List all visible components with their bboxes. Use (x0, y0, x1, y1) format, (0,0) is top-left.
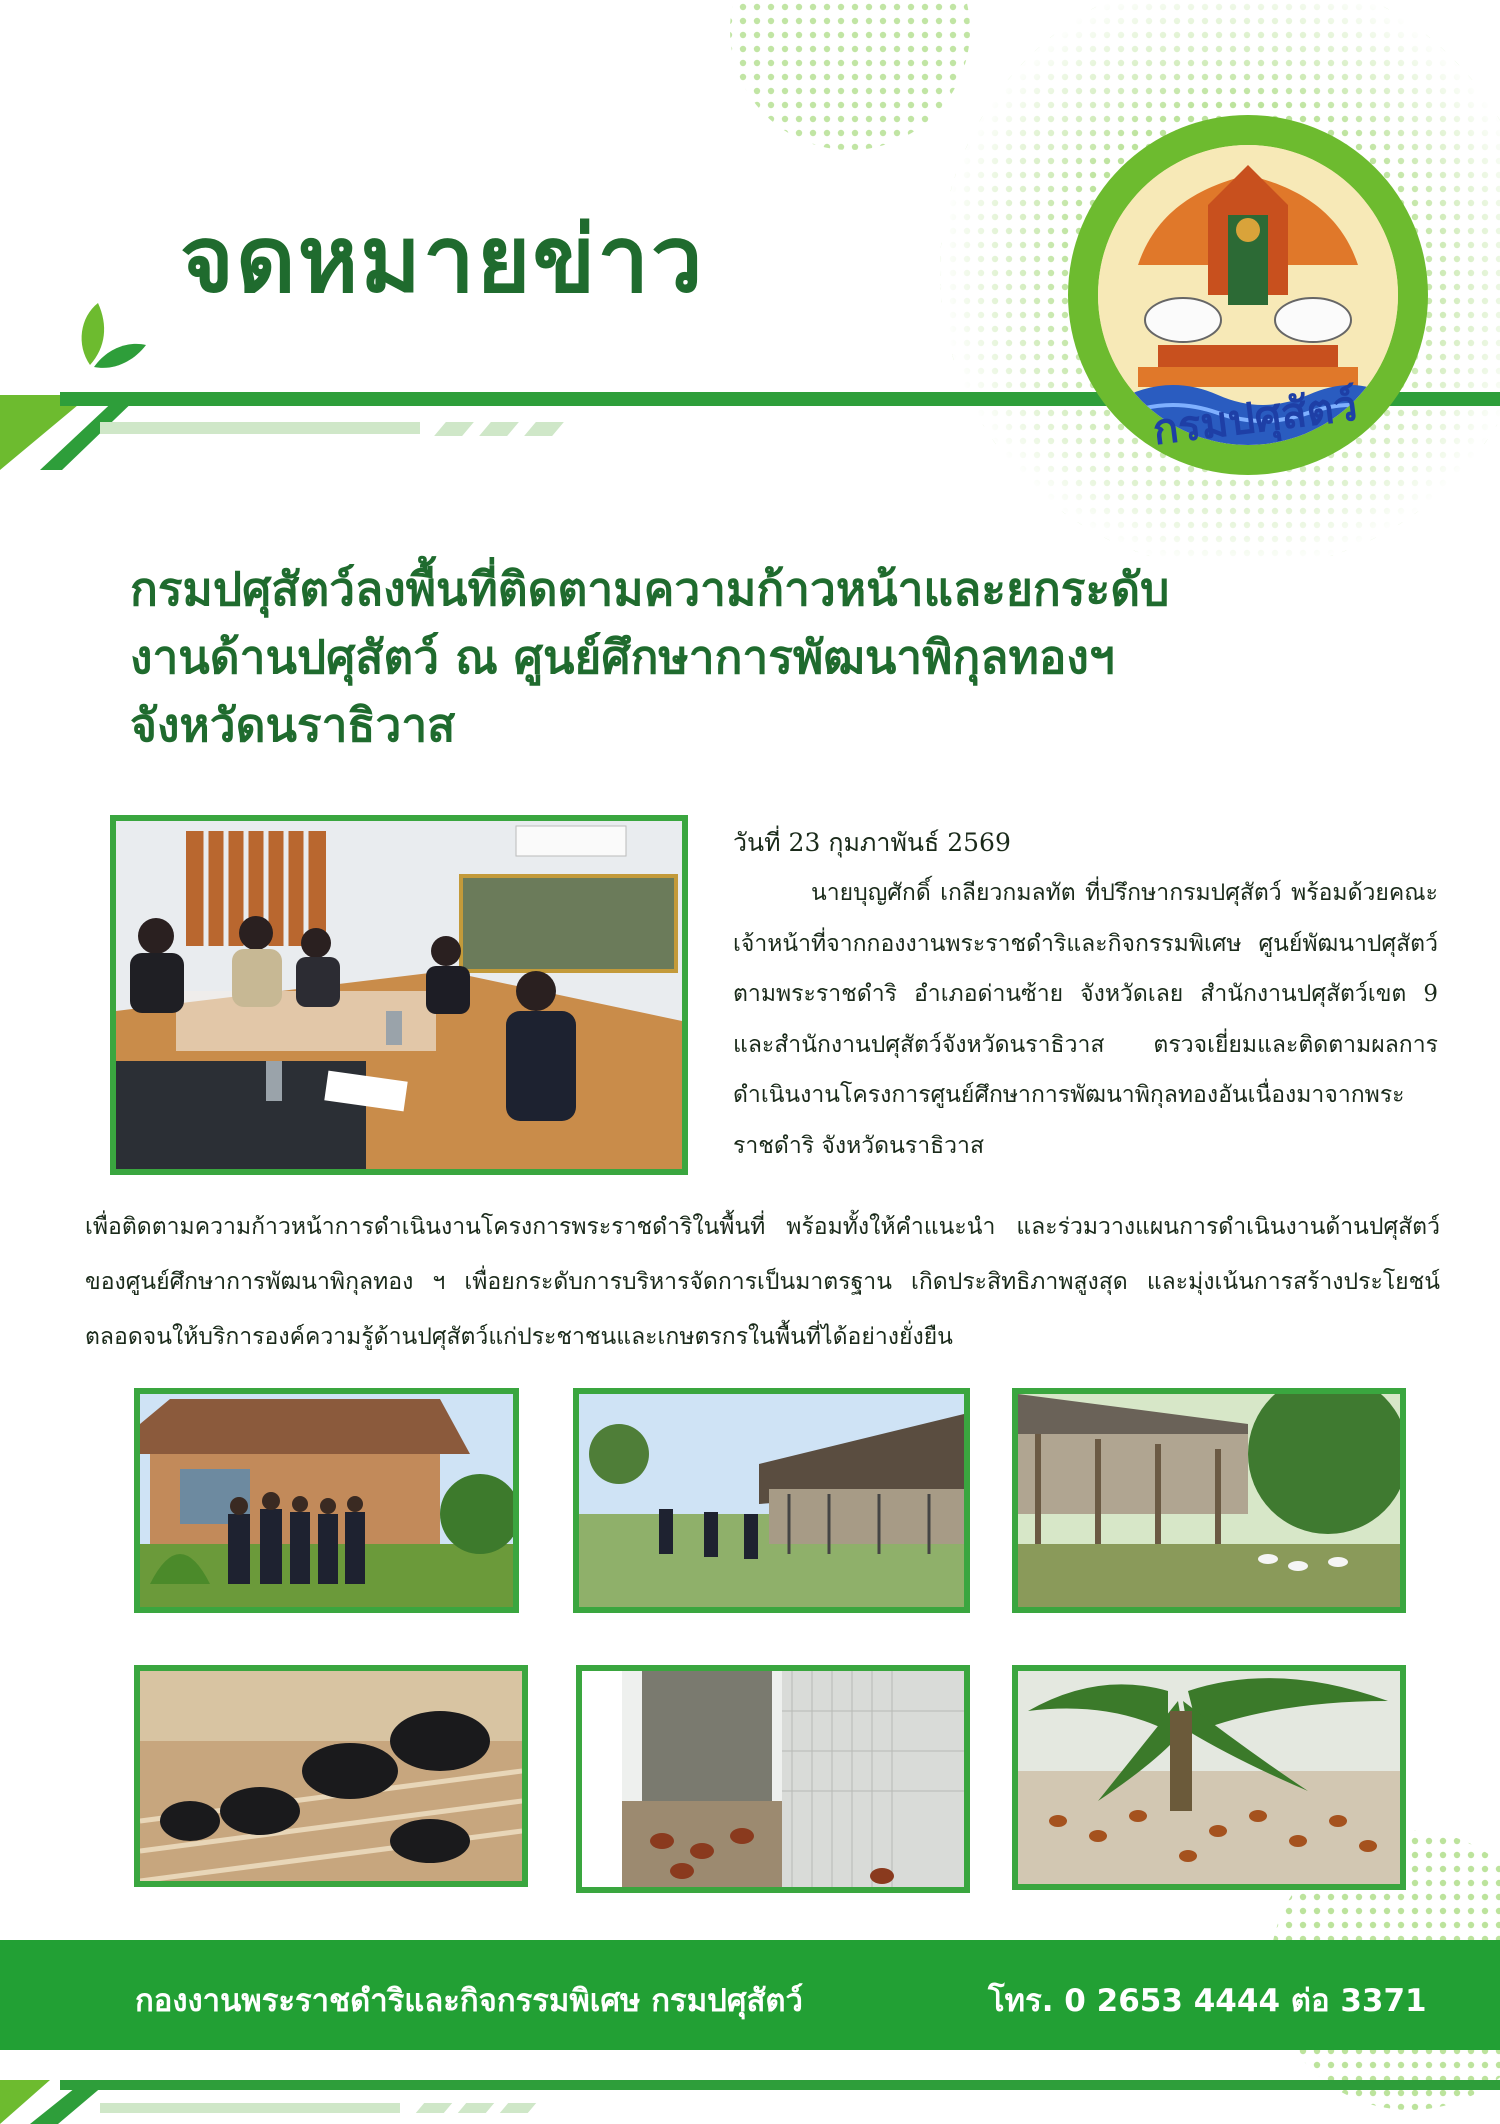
photo-raised-animal-shed (1012, 1388, 1406, 1613)
headline-line: กรมปศุสัตว์ลงพื้นที่ติดตามความก้าวหน้าและยกระดับ (130, 562, 1170, 616)
footer-phone: โทร. 0 2653 4444 ต่อ 3371 (988, 1983, 1427, 2019)
stripe (434, 422, 474, 436)
stripe (479, 422, 519, 436)
stripe (500, 2103, 536, 2113)
header-rule-light (100, 422, 420, 434)
stripe (524, 422, 564, 436)
photo-goats-pen (134, 1665, 528, 1887)
headline-line: จังหวัดนราธิวาส (130, 698, 456, 752)
footer-organization: กองงานพระราชดำริและกิจกรรมพิเศษ กรมปศุสัตว์ (135, 1983, 803, 2019)
news-paragraph: นายบุญศักดิ์ เกลียวกมลทัต ที่ปรึกษากรมปศุสัตว์ พร้อมด้วยคณะเจ้าหน้าที่จากกองงานพระราชดำริและกิจกรรมพิเศษ ศูนย์พัฒนาปศุสัตว์ตามพระราชดำริ อำเภอด่านซ้าย จังหวัดเลย สำนักงานปศุสัตว์เขต 9 และสำนักงานปศุสัตว์จังหวัดนราธิวาส ตรวจเยี่ยมและติดตามผลการดำเนินงานโครงการศูนย์ศึกษาการพัฒนาพิกุลทองอันเนื่องมาจากพระราชดำริ จังหวัดนราธิวาส (733, 880, 1438, 1159)
stripe (416, 2103, 452, 2113)
news-paragraph: เพื่อติดตามความก้าวหน้าการดำเนินงานโครงการพระราชดำริในพื้นที่ พร้อมทั้งให้คำแนะนำ และร่วมวางแผนการดำเนินงานด้านปศุสัตว์ของศูนย์ศึกษาการพัฒนาพิกุลทอง ฯ เพื่อยกระดับการบริหารจัดการเป็นมาตรฐาน เกิดประสิทธิภาพสูงสุด และมุ่งเน้นการสร้างประโยชน์ตลอดจนให้บริการองค์ความรู้ด้านปศุสัตว์แก่ประชาชนและเกษตรกรในพื้นที่ได้อย่างยั่งยืน (85, 1214, 1440, 1350)
seal-label: กรมปศุสัตว์ (1149, 380, 1360, 455)
headline-line: งานด้านปศุสัตว์ ณ ศูนย์ศึกษาการพัฒนาพิกุลทองฯ (130, 630, 1115, 684)
photo-meeting (110, 815, 688, 1175)
news-headline (130, 555, 1380, 759)
news-date: วันที่ 23 กุมภาพันธ์ 2569 (733, 828, 1011, 857)
photo-farm-shed-walk (573, 1388, 970, 1613)
photo-chicken-coop (576, 1665, 970, 1893)
photo-group-at-building (134, 1388, 519, 1613)
photo-free-range-chickens (1012, 1665, 1406, 1890)
footer-rule (60, 2080, 1500, 2090)
stripe (458, 2103, 494, 2113)
leaf-icon (68, 295, 148, 375)
footer-rule-light (100, 2103, 400, 2113)
newsletter-title: จดหมายข่าว (180, 206, 705, 313)
